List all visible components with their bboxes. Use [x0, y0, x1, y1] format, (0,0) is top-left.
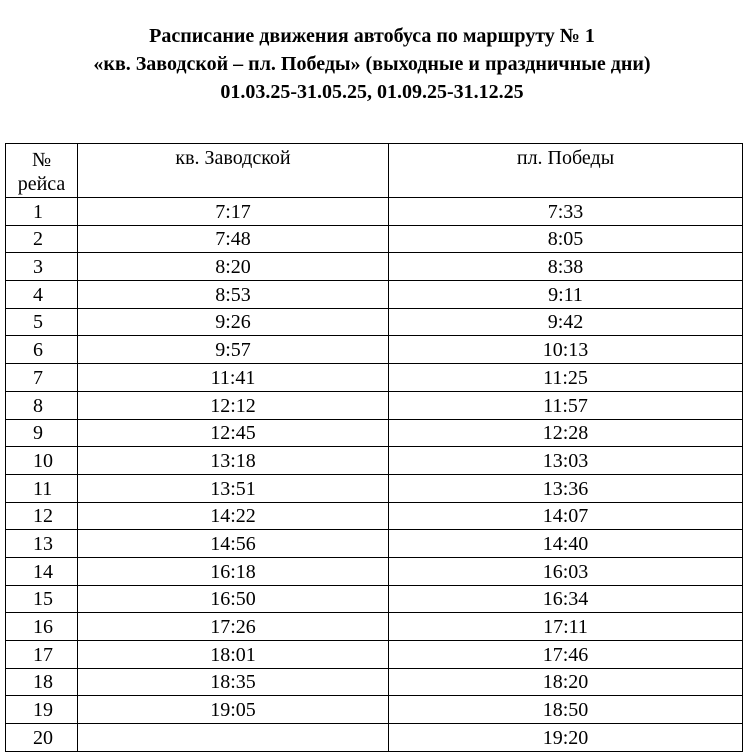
departure-pobedy-cell: 11:25: [389, 364, 743, 392]
departure-zavodskoy-cell: 19:05: [78, 696, 389, 724]
departure-pobedy-cell: 13:03: [389, 447, 743, 475]
trip-number-cell: 5: [6, 308, 78, 336]
trip-number-cell: 1: [6, 198, 78, 226]
table-row: [6, 281, 743, 309]
trip-number-cell: 14: [6, 557, 78, 585]
trip-number-cell: 9: [6, 419, 78, 447]
departure-zavodskoy-cell: 17:26: [78, 613, 389, 641]
departure-pobedy-cell: 11:57: [389, 391, 743, 419]
departure-zavodskoy-cell: 9:26: [78, 308, 389, 336]
table-row: [6, 336, 743, 364]
trip-number-cell: 17: [6, 641, 78, 669]
table-row: [6, 447, 743, 475]
departure-zavodskoy-cell: [78, 724, 389, 752]
departure-zavodskoy-cell: 7:48: [78, 225, 389, 253]
table-row: [6, 225, 743, 253]
departure-pobedy-cell: 13:36: [389, 474, 743, 502]
departure-pobedy-cell: 10:13: [389, 336, 743, 364]
departure-zavodskoy-cell: 14:56: [78, 530, 389, 558]
departure-zavodskoy-cell: 14:22: [78, 502, 389, 530]
trip-number-cell: 20: [6, 724, 78, 752]
departure-zavodskoy-cell: 12:45: [78, 419, 389, 447]
title-line-period: 01.03.25-31.05.25, 01.09.25-31.12.25: [220, 81, 524, 103]
departure-zavodskoy-cell: 16:50: [78, 585, 389, 613]
trip-number-cell: 10: [6, 447, 78, 475]
departure-pobedy-cell: 12:28: [389, 419, 743, 447]
column-header-from-stop: кв. Заводской: [78, 144, 389, 198]
title-line-stops: «кв. Заводской – пл. Победы» (выходные и праздничные дни): [93, 53, 651, 75]
table-row: [6, 502, 743, 530]
table-row: [6, 308, 743, 336]
table-row: [6, 641, 743, 669]
departure-zavodskoy-cell: 11:41: [78, 364, 389, 392]
departure-pobedy-cell: 17:46: [389, 641, 743, 669]
departure-zavodskoy-cell: 7:17: [78, 198, 389, 226]
table-row: [6, 585, 743, 613]
table-row: [6, 696, 743, 724]
departure-zavodskoy-cell: 16:18: [78, 557, 389, 585]
trip-number-cell: 13: [6, 530, 78, 558]
schedule-table: [5, 143, 743, 752]
departure-zavodskoy-cell: 18:35: [78, 668, 389, 696]
departure-pobedy-cell: 14:07: [389, 502, 743, 530]
table-row: [6, 474, 743, 502]
departure-pobedy-cell: 8:05: [389, 225, 743, 253]
departure-pobedy-cell: 9:11: [389, 281, 743, 309]
departure-pobedy-cell: 16:03: [389, 557, 743, 585]
column-header-trip-number: [6, 144, 78, 198]
trip-number-cell: 7: [6, 364, 78, 392]
schedule-body: [6, 198, 743, 752]
trip-number-cell: 19: [6, 696, 78, 724]
table-row: [6, 198, 743, 226]
departure-zavodskoy-cell: 9:57: [78, 336, 389, 364]
departure-pobedy-cell: 14:40: [389, 530, 743, 558]
trip-number-cell: 4: [6, 281, 78, 309]
column-header-trip-number-sign: №: [31, 149, 52, 171]
trip-number-cell: 15: [6, 585, 78, 613]
document-title: [0, 22, 744, 106]
column-header-to-stop: пл. Победы: [389, 144, 743, 198]
trip-number-cell: 6: [6, 336, 78, 364]
table-row: [6, 724, 743, 752]
table-row: [6, 613, 743, 641]
departure-pobedy-cell: 16:34: [389, 585, 743, 613]
table-row: [6, 391, 743, 419]
trip-number-cell: 8: [6, 391, 78, 419]
trip-number-cell: 16: [6, 613, 78, 641]
title-line-route: Расписание движения автобуса по маршруту № 1: [149, 25, 595, 47]
table-row: [6, 557, 743, 585]
departure-pobedy-cell: 18:20: [389, 668, 743, 696]
trip-number-cell: 12: [6, 502, 78, 530]
schedule-header-row: [6, 144, 743, 198]
table-row: [6, 668, 743, 696]
column-header-trip-number-word: рейса: [17, 173, 66, 195]
departure-zavodskoy-cell: 8:20: [78, 253, 389, 281]
departure-pobedy-cell: 8:38: [389, 253, 743, 281]
departure-zavodskoy-cell: 8:53: [78, 281, 389, 309]
departure-pobedy-cell: 19:20: [389, 724, 743, 752]
departure-zavodskoy-cell: 13:51: [78, 474, 389, 502]
table-row: [6, 419, 743, 447]
trip-number-cell: 18: [6, 668, 78, 696]
table-row: [6, 364, 743, 392]
departure-pobedy-cell: 9:42: [389, 308, 743, 336]
trip-number-cell: 11: [6, 474, 78, 502]
departure-pobedy-cell: 18:50: [389, 696, 743, 724]
table-row: [6, 253, 743, 281]
table-row: [6, 530, 743, 558]
departure-pobedy-cell: 7:33: [389, 198, 743, 226]
departure-pobedy-cell: 17:11: [389, 613, 743, 641]
trip-number-cell: 3: [6, 253, 78, 281]
departure-zavodskoy-cell: 12:12: [78, 391, 389, 419]
departure-zavodskoy-cell: 18:01: [78, 641, 389, 669]
trip-number-cell: 2: [6, 225, 78, 253]
departure-zavodskoy-cell: 13:18: [78, 447, 389, 475]
